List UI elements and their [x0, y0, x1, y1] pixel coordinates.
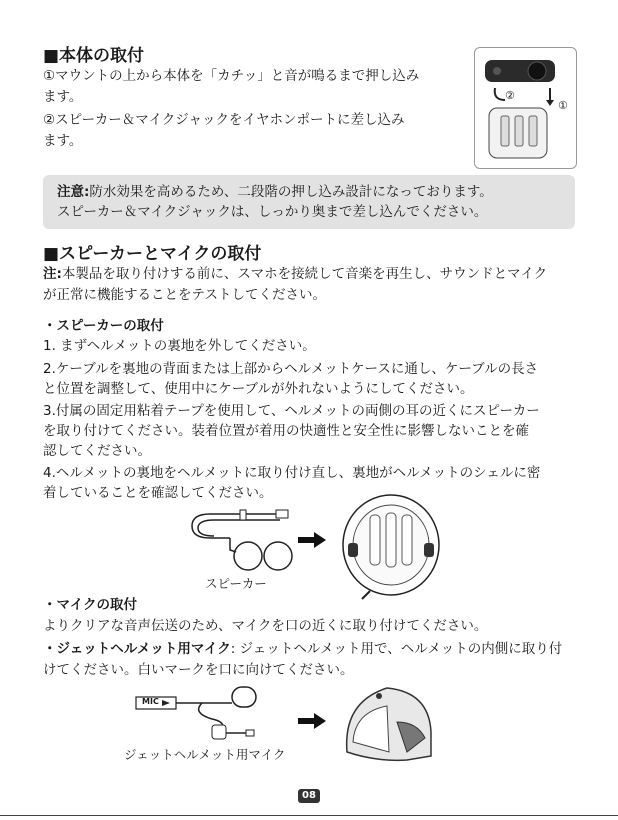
speaker-illustration: [190, 500, 300, 575]
bottom-rule: [0, 815, 618, 816]
step2-line2: ます。: [43, 133, 83, 149]
step2-line1: ②スピーカー＆マイクジャックをイヤホンポートに差し込み: [43, 112, 405, 128]
speaker-line-2: 2.ケーブルを裏地の背面または上部からヘルメットケースに通し、ケーブルの長さ: [43, 361, 539, 377]
caution-box: [43, 175, 575, 229]
jet-mic-caption: ジェットヘルメット用マイク: [124, 747, 286, 762]
caution-line2: スピーカー＆マイクジャックは、しっかり奥まで差し込んでください。: [57, 204, 488, 220]
section2-note-line2: が正常に機能することをテストしてください。: [43, 287, 326, 303]
page-number: 08: [298, 789, 320, 803]
section2-note-text: 本製品を取り付けする前に、スマホを接続して音楽を再生し、サウンドとマイク: [61, 266, 548, 282]
device-mount-figure: [474, 47, 577, 169]
caution-label: 注意:: [57, 184, 90, 200]
speaker-line-7: 4.ヘルメットの裏地をヘルメットに取り付け直し、裏地がヘルメットのシェルに密: [43, 465, 541, 481]
speaker-line-5: を取り付けてください。装着位置が着用の快適性と安全性に影響しないことを確: [43, 423, 529, 439]
jet-mic-line1: [43, 639, 562, 660]
speaker-line-3: と位置を調整して、使用中にケーブルが外れないようにしてください。: [43, 381, 474, 397]
jet-mic-label: ・ジェットヘルメット用マイク: [43, 641, 231, 657]
jet-mic-illustration: [132, 683, 262, 747]
speaker-line-4: 3.付属の固定用粘着テープを使用して、ヘルメットの両側の耳の近くにスピーカー: [43, 403, 540, 419]
speaker-heading: ・スピーカーの取付: [43, 318, 164, 334]
speaker-line-1: 1. まずヘルメットの裏地を外してください。: [43, 338, 316, 354]
figure-label-1: ①: [558, 99, 568, 112]
step1-line1: ①マウントの上から本体を「カチッ」と音が鳴るまで押し込み: [43, 68, 420, 84]
caution-line1: [57, 182, 493, 202]
jet-helmet-illustration: [337, 682, 437, 764]
figure-label-2: ②: [505, 89, 515, 102]
arrow-right-icon: [298, 532, 326, 548]
jet-mic-text: : ジェットヘルメット用で、ヘルメットの内側に取り付: [230, 641, 563, 657]
section2-note-label: 注:: [43, 266, 62, 282]
speaker-caption: スピーカー: [205, 576, 267, 591]
section-title-body-mount: ■本体の取付: [43, 46, 145, 66]
mic-line1: よりクリアな音声伝送のため、マイクを口の近くに取り付けてください。: [43, 618, 488, 634]
step1-line2: ます。: [43, 89, 83, 105]
section2-note-line1: [43, 264, 547, 285]
caution-text1: 防水効果を高めるため、二段階の押し込み設計になっております。: [89, 184, 493, 200]
helmet-interior-illustration: [340, 493, 442, 603]
mic-heading: ・マイクの取付: [43, 597, 137, 613]
speaker-line-8: 着していることを確認してください。: [43, 485, 273, 501]
section-title-speaker-mic: ■スピーカーとマイクの取付: [43, 244, 262, 264]
mic-tag: MIC: [142, 697, 159, 706]
arrow-right-icon: [298, 713, 326, 729]
speaker-line-6: 認してください。: [43, 443, 151, 459]
jet-mic-line2: けてください。白いマークを口に向けてください。: [43, 662, 354, 678]
